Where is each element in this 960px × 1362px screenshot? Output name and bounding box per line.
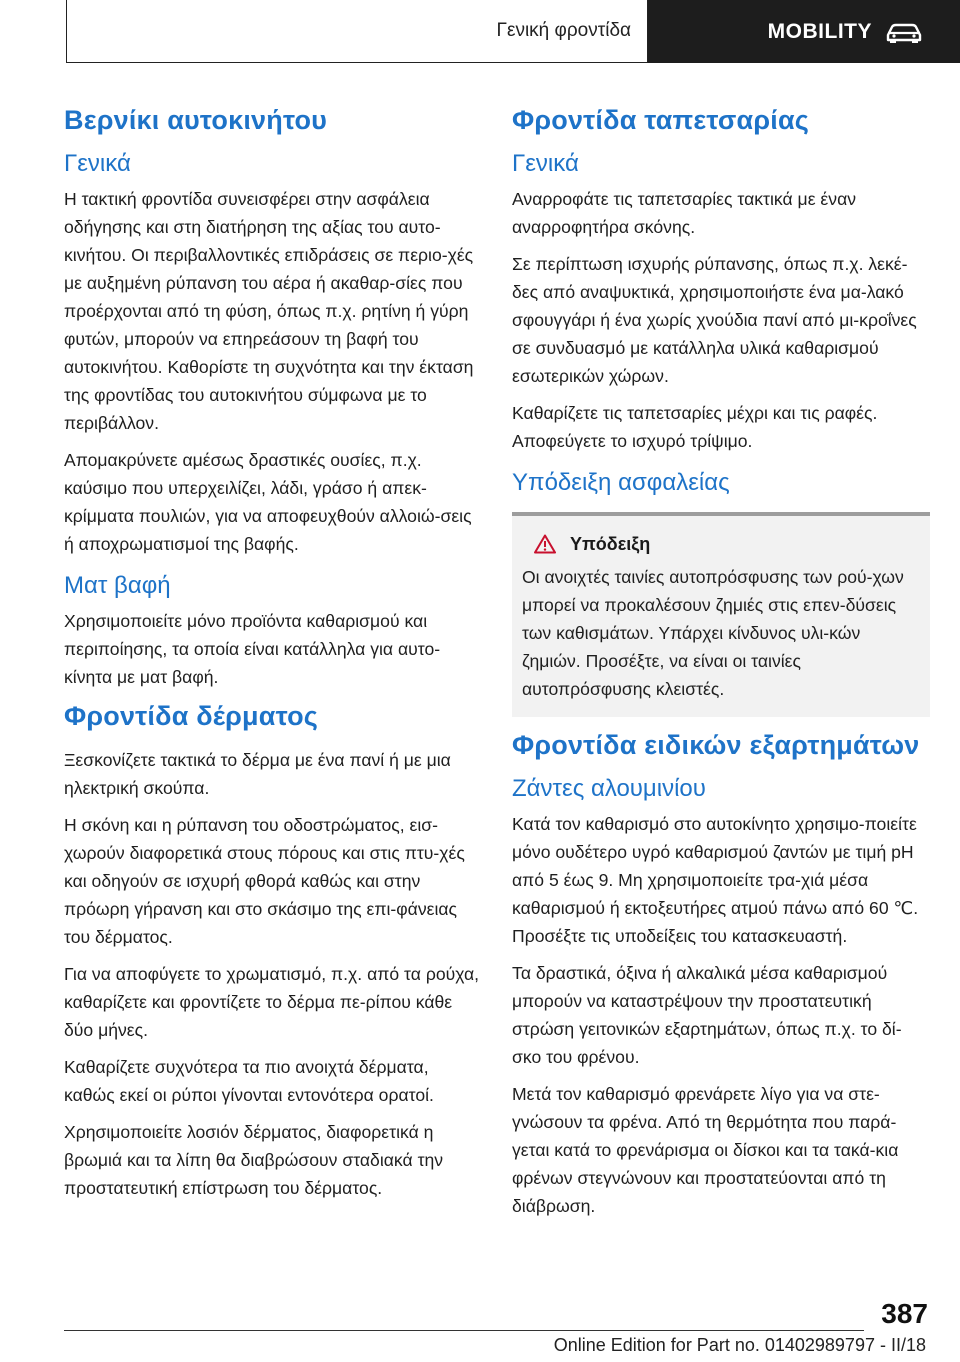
car-icon xyxy=(884,20,924,44)
upholstery-paragraph-3: Καθαρίζετε τις ταπετσαρίες μέχρι και τις ραφές. Αποφεύγετε το ισχυρό τρίψιμο. xyxy=(512,403,878,452)
leather-paragraph-2: Η σκόνη και η ρύπανση του οδοστρώματος, εισ-χωρούν διαφορετικά στους πόρους και στις πτυ-χές και οδηγούν σε ισχυρή φθορά καθώς και στην πρόωρη γήρανση και στο σκάσιμο της επι-φάνειας του δέρματος. xyxy=(64,815,465,948)
notice-header xyxy=(534,534,918,555)
left-column xyxy=(64,96,482,1211)
brand-label: MOBILITY xyxy=(767,19,872,43)
safety-note-heading: Υπόδειξη ασφαλείας xyxy=(512,469,730,497)
page-header xyxy=(0,0,960,66)
rims-paragraph-3: Μετά τον καθαρισμό φρενάρετε λίγο για να στε-γνώσουν τα φρένα. Από τη θερμότητα που παρά-γεται κατά το φρενάρισμα οι δίσκοι και τα τακά-κια φρένων στεγνώνουν και προστατεύονται από τη διάβρωση. xyxy=(512,1084,899,1217)
brand-tab xyxy=(648,0,960,63)
paint-title: Βερνίκι αυτοκινήτου xyxy=(64,105,328,135)
upholstery-paragraph-2: Σε περίπτωση ισχυρής ρύπανσης, όπως π.χ. λεκέ-δες από αναψυκτικά, χρησιμοποιήστε ένα μα-λακό σφουγγάρι ή ένα χωρίς χνούδια πανί από μι-κροΐνες σε συνδυασμό με κατάλληλα υλικά καθαρισμού εσωτερικών χώρων. xyxy=(512,254,917,387)
upholstery-paragraph-1: Αναρροφάτε τις ταπετσαρίες τακτικά με έναν αναρροφητήρα σκόνης. xyxy=(512,189,857,238)
leather-paragraph-4: Καθαρίζετε συχνότερα τα πιο ανοιχτά δέρματα, καθώς εκεί οι ρύποι γίνονται εντονότερα ορατοί. xyxy=(64,1057,434,1106)
leather-care-title: Φροντίδα δέρματος xyxy=(64,700,319,731)
matte-paint-heading: Ματ βαφή xyxy=(64,572,171,600)
paint-general-paragraph-1: Η τακτική φροντίδα συνεισφέρει στην ασφάλεια οδήγησης και στη διατήρηση της αξίας του αυτο-κινήτου. Οι περιβαλλοντικές επιδράσεις σε περιο-χές με αυξημένη ρύπανση του αέρα ή ακαθαρ-σίες που προέρχονται από τη φύση, όπως π.χ. ρητίνη ή γύρη φυτών, μπορούν να επηρεάσουν τη βαφή του αυτοκινήτου. Καθορίστε τη συχνότητα και την έκταση της φροντίδας του αυτοκινήτου σύμφωνα με το περιβάλλον. xyxy=(64,189,474,434)
paint-general-heading: Γενικά xyxy=(64,150,131,178)
notice-text: Οι ανοιχτές ταινίες αυτοπρόσφυσης των ρού-χων μπορεί να προκαλέσουν ζημιές στις επεν-δύσεις των καθισμάτων. Υπάρχει κίνδυνος υλι-κών ζημιών. Προσέξτε, να είναι οι ταινίες αυτοπρόσφυσης κλειστές. xyxy=(522,566,904,699)
section-title: Γενική φροντίδα xyxy=(496,20,631,41)
notice-title: Υπόδειξη xyxy=(570,533,651,554)
page-number: 387 xyxy=(881,1298,928,1329)
footer-divider xyxy=(64,1330,864,1331)
paint-general-paragraph-2: Απομακρύνετε αμέσως δραστικές ουσίες, π.χ. καύσιμο που υπερχειλίζει, λάδι, γράσο ή απεκ-κρίμματα πουλιών, για να αποφευχθούν αλλοιώ-σεις ή αποχρωματισμοί της βαφής. xyxy=(64,450,472,555)
safety-notice-box xyxy=(512,512,930,717)
rims-paragraph-2: Τα δραστικά, όξινα ή αλκαλικά μέσα καθαρισμού μπορούν να καταστρέψουν την προστατευτική στρώση γειτονικών εξαρτημάτων, όπως π.χ. το δί-σκο του φρένου. xyxy=(512,963,902,1068)
upholstery-title: Φροντίδα ταπετσαρίας xyxy=(512,105,809,135)
leather-paragraph-5: Χρησιμοποιείτε λοσιόν δέρματος, διαφορετικά η βρωμιά και τα λίπη θα διαβρώσουν σταδιακά την προστατευτική επίστρωση του δέρματος. xyxy=(64,1122,444,1199)
rims-paragraph-1: Κατά τον καθαρισμό στο αυτοκίνητο χρησιμο-ποιείτε μόνο ουδέτερο υγρό καθαρισμού ζαντών με τιμή pH από 5 έως 9. Μη χρησιμοποιείτε τρα-χιά μέσα καθαρισμού ή εκτοξευτήρες ατμού πάνω από 60 ℃. Προσέξτε τις υποδείξεις του κατασκευαστή. xyxy=(512,814,919,947)
leather-paragraph-1: Ξεσκονίζετε τακτικά το δέρμα με ένα πανί ή με μια ηλεκτρική σκούπα. xyxy=(64,750,451,799)
matte-paint-paragraph: Χρησιμοποιείτε μόνο προϊόντα καθαρισμού και περιποίησης, τα οποία είναι κατάλληλα για αυτο-κίνητα με ματ βαφή. xyxy=(64,610,441,687)
footer-edition: Online Edition for Part no. 01402989797 - II/18 xyxy=(553,1335,926,1355)
section-tab xyxy=(66,0,648,63)
right-column xyxy=(512,96,930,1229)
leather-paragraph-3: Για να αποφύγετε το χρωματισμό, π.χ. από τα ρούχα, καθαρίζετε και φροντίζετε το δέρμα πε-ρίπου κάθε δύο μήνες. xyxy=(64,964,480,1041)
upholstery-general-heading: Γενικά xyxy=(512,150,579,178)
alloy-rims-heading: Ζάντες αλουμινίου xyxy=(512,775,706,803)
accessories-care-title: Φροντίδα ειδικών εξαρτημάτων xyxy=(512,729,920,760)
warning-triangle-icon xyxy=(534,534,556,554)
